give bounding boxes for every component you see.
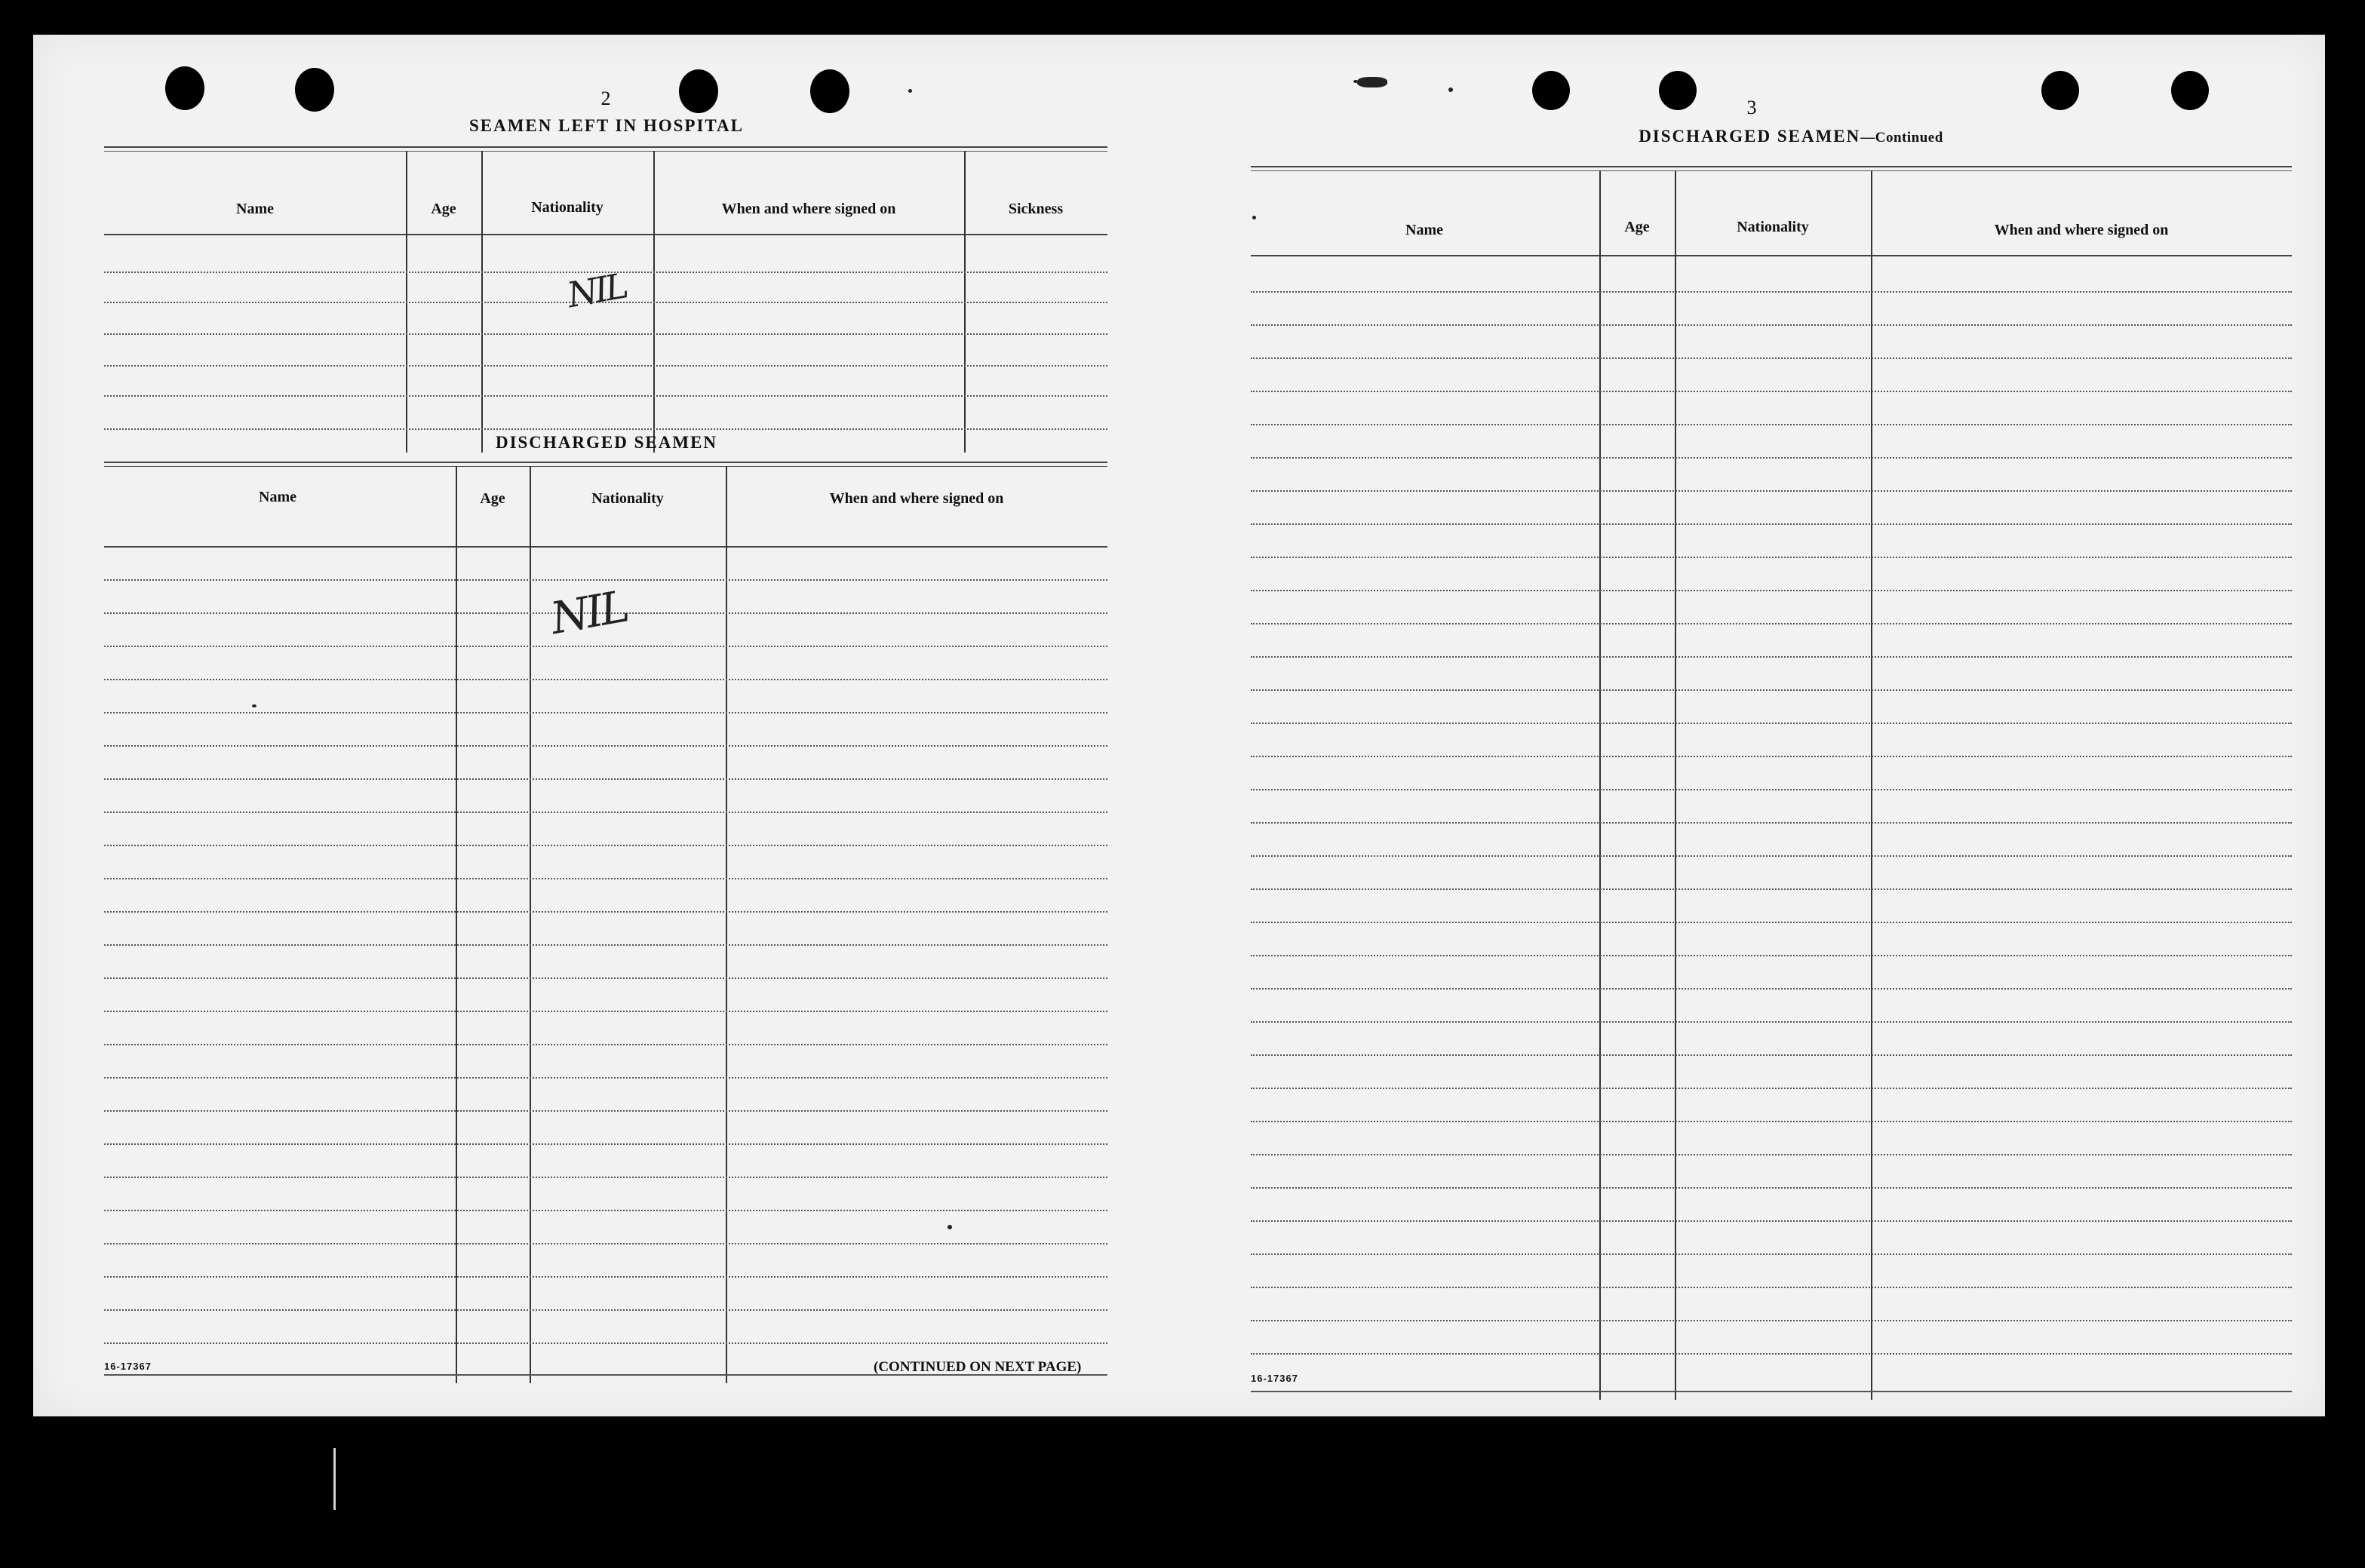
column-header-nationality: Nationality: [1737, 219, 1809, 235]
scan-artifact: [333, 1448, 336, 1510]
title-main: DISCHARGED SEAMEN: [1639, 127, 1861, 146]
column-header-name: Name: [259, 489, 296, 505]
title-sub: —Continued: [1860, 130, 1943, 146]
ink-speck: [1448, 87, 1453, 92]
column-header-name: Name: [1405, 222, 1443, 238]
discharged-continued-table: [1251, 166, 2292, 1400]
column-header-age: Age: [480, 490, 505, 507]
section-title-discharged: DISCHARGED SEAMEN: [495, 433, 718, 452]
form-code-right: 16-17367: [1251, 1373, 1298, 1384]
ink-speck: [1357, 77, 1387, 87]
punch-hole: [679, 69, 718, 113]
column-header-signed-on: When and where signed on: [829, 490, 1004, 507]
document-sheet: [33, 35, 2325, 1416]
column-header-nationality: Nationality: [591, 490, 664, 507]
column-header-sickness: Sickness: [1008, 201, 1064, 217]
punch-hole: [1532, 71, 1570, 110]
column-header-nationality: Nationality: [531, 199, 604, 216]
page-number-right: 3: [1746, 97, 1757, 118]
punch-hole: [2041, 71, 2079, 110]
section-title-discharged-continued: [1587, 127, 1995, 146]
column-header-signed-on: When and where signed on: [721, 201, 896, 217]
handwritten-nil-hospital: NIL: [564, 265, 629, 316]
column-header-signed-on: When and where signed on: [1994, 222, 2169, 238]
column-header-name: Name: [236, 201, 274, 217]
punch-hole: [2171, 71, 2209, 110]
section-title-hospital: SEAMEN LEFT IN HOSPITAL: [468, 116, 745, 135]
column-header-age: Age: [431, 201, 456, 217]
punch-hole: [810, 69, 849, 113]
punch-hole: [1659, 71, 1697, 110]
form-code-left: 16-17367: [104, 1361, 152, 1372]
page-number-left: 2: [600, 87, 611, 109]
punch-hole: [295, 68, 334, 112]
column-header-age: Age: [1624, 219, 1650, 235]
handwritten-nil-discharged: NIL: [546, 580, 631, 645]
continued-note: (CONTINUED ON NEXT PAGE): [874, 1359, 1082, 1375]
punch-hole: [165, 66, 204, 110]
ink-speck: [908, 89, 912, 93]
